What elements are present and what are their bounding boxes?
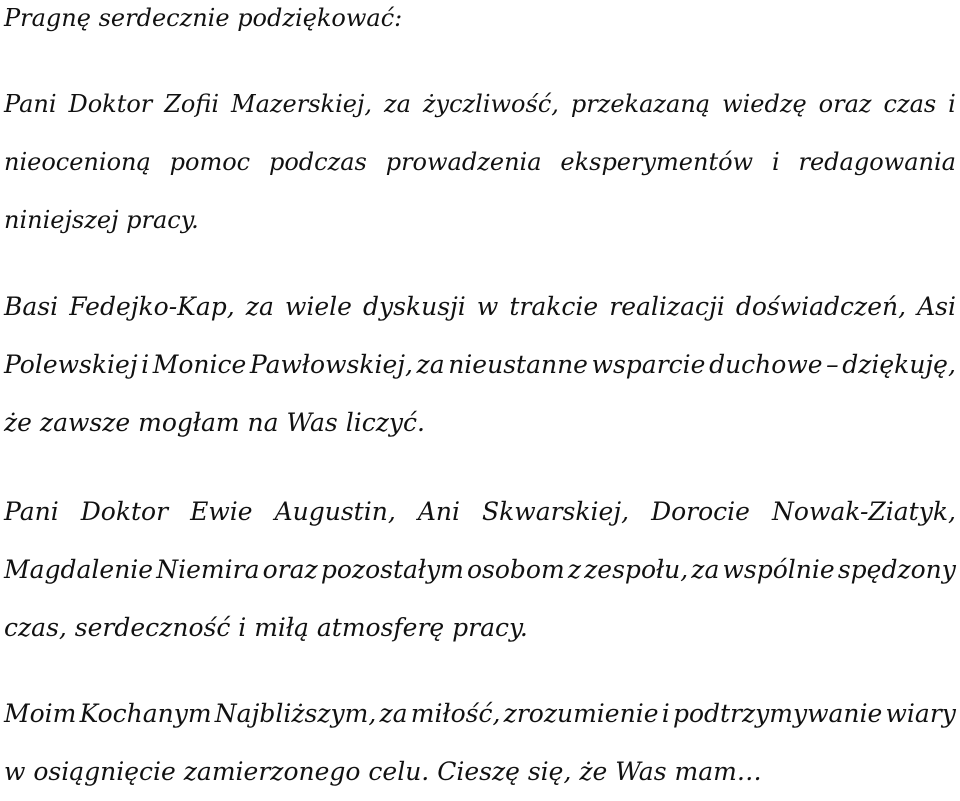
word: eksperymentów bbox=[560, 148, 754, 176]
word: Polewskiej bbox=[4, 350, 138, 379]
word: i bbox=[948, 90, 956, 118]
word: Asi bbox=[917, 292, 956, 321]
word: Pawłowskiej, bbox=[249, 350, 413, 379]
word: oraz bbox=[818, 90, 872, 118]
word: Niemira bbox=[156, 555, 260, 584]
word: wiele bbox=[284, 292, 352, 321]
paragraph-line: w osiągnięcie zamierzonego celu. Cieszę się, że Was mam… bbox=[4, 757, 762, 786]
word: wspólnie bbox=[722, 555, 835, 584]
word: Monice bbox=[152, 350, 247, 379]
paragraph-line bbox=[4, 483, 956, 541]
paragraph-line bbox=[4, 75, 956, 133]
word: doświadczeń, bbox=[735, 292, 907, 321]
word: za bbox=[245, 292, 274, 321]
word: Doktor bbox=[80, 497, 169, 526]
word: i bbox=[771, 148, 780, 176]
word: życzliwość, bbox=[422, 90, 559, 118]
word: Kochanym bbox=[79, 699, 212, 728]
paragraph-team bbox=[4, 483, 956, 657]
word: pozostałym bbox=[320, 555, 464, 584]
word: zrozumienie bbox=[503, 699, 659, 728]
paragraph-line bbox=[4, 685, 956, 743]
word: podczas bbox=[268, 148, 367, 176]
word: redagowania bbox=[798, 148, 956, 176]
paragraph-line: niniejszej pracy. bbox=[4, 206, 199, 234]
word: Fedejko-Kap, bbox=[69, 292, 235, 321]
acknowledgements-heading: Pragnę serdecznie podziękować: bbox=[4, 4, 403, 32]
paragraph-line: że zawsze mogłam na Was liczyć. bbox=[4, 408, 425, 437]
word: wiedzę bbox=[722, 90, 807, 118]
word: Doktor bbox=[68, 90, 153, 118]
paragraph-colleagues bbox=[4, 278, 956, 452]
word: Dorocie bbox=[651, 497, 750, 526]
word: duchowe bbox=[709, 350, 823, 379]
word: Pani bbox=[4, 497, 59, 526]
word: Mazerskiej, bbox=[231, 90, 373, 118]
word: dziękuję, bbox=[842, 350, 956, 379]
word: nieustanne bbox=[448, 350, 588, 379]
word: Najbliższym, bbox=[214, 699, 377, 728]
word: miłość, bbox=[410, 699, 501, 728]
word: realizacji bbox=[609, 292, 725, 321]
paragraph-line bbox=[4, 278, 956, 336]
word: wsparcie bbox=[591, 350, 706, 379]
word: i bbox=[661, 699, 670, 728]
word: za bbox=[383, 90, 411, 118]
word: oraz bbox=[262, 555, 318, 584]
word: – bbox=[826, 350, 839, 379]
word: Basi bbox=[4, 292, 59, 321]
word: Skwarskiej, bbox=[482, 497, 630, 526]
word: Augustin, bbox=[274, 497, 396, 526]
word: w bbox=[476, 292, 499, 321]
word: przekazaną bbox=[570, 90, 711, 118]
word: zespołu, bbox=[584, 555, 689, 584]
word: pomoc bbox=[169, 148, 251, 176]
paragraph-supervisor bbox=[4, 75, 956, 249]
word: Ani bbox=[417, 497, 460, 526]
word: Moim bbox=[4, 699, 77, 728]
word: Nowak-Ziatyk, bbox=[772, 497, 956, 526]
word: dyskusji bbox=[363, 292, 466, 321]
word: z bbox=[567, 555, 581, 584]
word: prowadzenia bbox=[385, 148, 542, 176]
word: za bbox=[416, 350, 445, 379]
word: wiary bbox=[885, 699, 956, 728]
word: Zofii bbox=[164, 90, 220, 118]
paragraph-line bbox=[4, 541, 956, 599]
word: spędzony bbox=[837, 555, 956, 584]
word: nieocenioną bbox=[4, 148, 151, 176]
paragraph-line bbox=[4, 336, 956, 394]
word: osobom bbox=[466, 555, 565, 584]
word: za bbox=[379, 699, 408, 728]
word: i bbox=[141, 350, 150, 379]
paragraph-line bbox=[4, 133, 956, 191]
word: podtrzymywanie bbox=[672, 699, 883, 728]
word: Ewie bbox=[190, 497, 253, 526]
paragraph-line: czas, serdeczność i miłą atmosferę pracy. bbox=[4, 613, 528, 642]
word: Pani bbox=[4, 90, 57, 118]
word: trakcie bbox=[509, 292, 599, 321]
word: za bbox=[691, 555, 720, 584]
word: czas bbox=[883, 90, 937, 118]
word: Magdalenie bbox=[4, 555, 154, 584]
paragraph-family bbox=[4, 685, 956, 801]
